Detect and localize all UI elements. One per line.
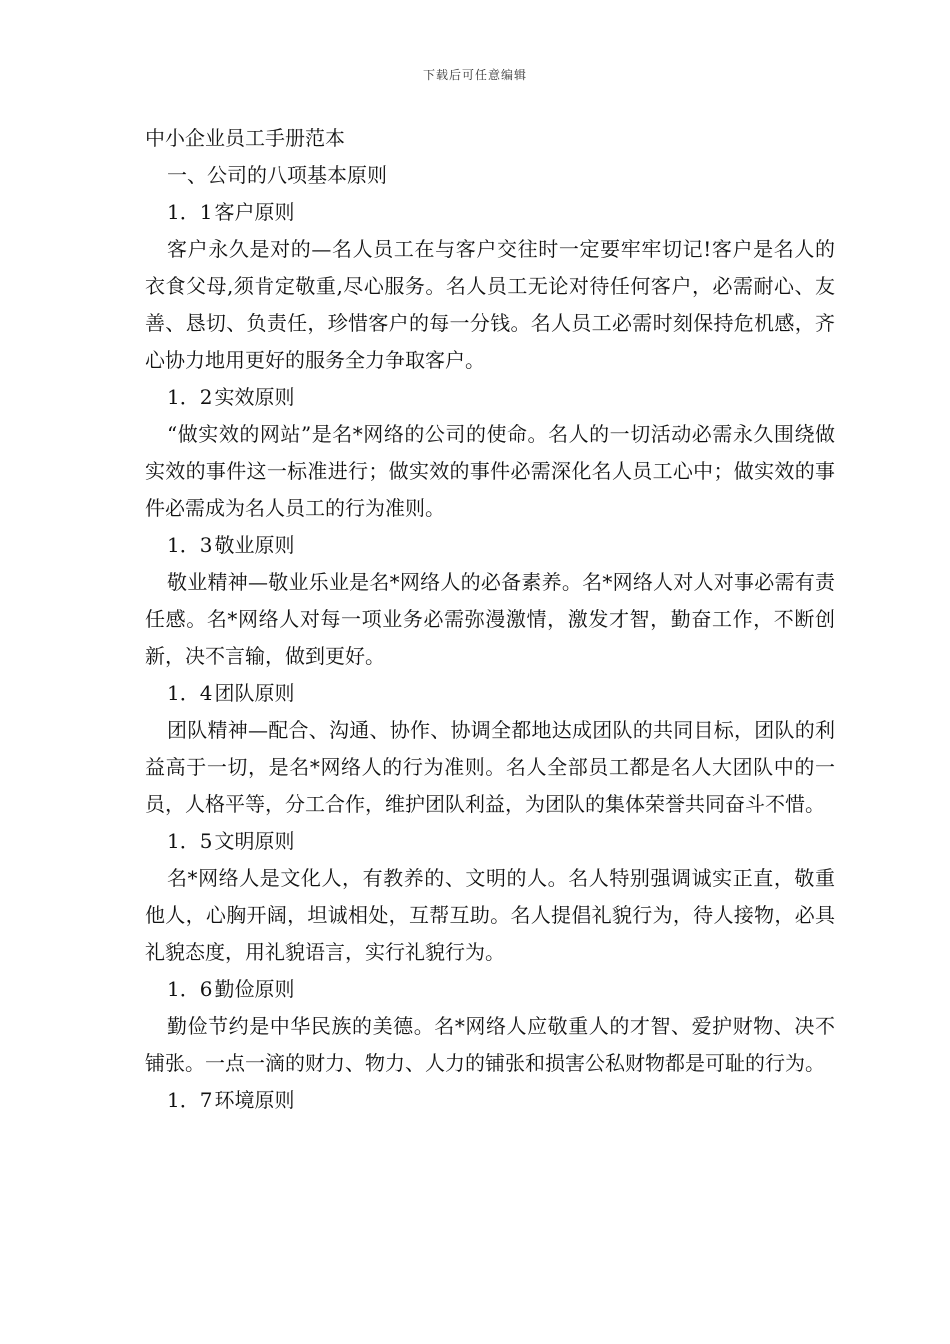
principle-paragraph: 团队精神—配合、沟通、协作、协调全都地达成团队的共同目标，团队的利益高于一切，是名*网络人的行为准则。名人全部员工都是名人大团队中的一员，人格平等，分工合作，维护团队利益，为团队的集体荣誉共同奋斗不惜。 xyxy=(145,718,835,816)
principle-heading xyxy=(145,675,835,712)
principle-number: 1．3 xyxy=(167,533,213,557)
principle-number: 1．2 xyxy=(167,385,213,409)
principle-heading xyxy=(145,379,835,416)
principle-number: 1．6 xyxy=(167,977,213,1001)
principle-paragraph: 勤俭节约是中华民族的美德。名*网络人应敬重人的才智、爱护财物、决不铺张。一点一滴的财力、物力、人力的铺张和损害公私财物都是可耻的行为。 xyxy=(145,1014,835,1075)
principle-title: 客户原则 xyxy=(214,200,295,224)
principle-number: 1．7 xyxy=(167,1088,213,1112)
principle-title: 敬业原则 xyxy=(214,533,295,557)
principle-6 xyxy=(145,971,835,1082)
principle-title: 团队原则 xyxy=(214,681,295,705)
principle-4 xyxy=(145,675,835,823)
principle-heading xyxy=(145,823,835,860)
principle-heading xyxy=(145,1082,835,1119)
principle-number: 1．4 xyxy=(167,681,213,705)
principle-3 xyxy=(145,527,835,675)
principle-1 xyxy=(145,194,835,379)
principle-paragraph: 客户永久是对的—名人员工在与客户交往时一定要牢牢切记!客户是名人的衣食父母,须肯定敬重,尽心服务。名人员工无论对待任何客户，必需耐心、友善、恳切、负责任，珍惜客户的每一分钱。名人员工必需时刻保持危机感，齐心协力地用更好的服务全力争取客户。 xyxy=(145,237,835,372)
principle-title: 文明原则 xyxy=(214,829,295,853)
principle-number: 1．1 xyxy=(167,200,213,224)
document-title: 中小企业员工手册范本 xyxy=(145,126,345,150)
principle-title: 勤俭原则 xyxy=(214,977,295,1001)
principle-paragraph: 名*网络人是文化人，有教养的、文明的人。名人特别强调诚实正直，敬重他人，心胸开阔，坦诚相处，互帮互助。名人提倡礼貌行为，待人接物，必具礼貌态度，用礼貌语言，实行礼貌行为。 xyxy=(145,866,835,964)
section-heading: 一、公司的八项基本原则 xyxy=(167,163,387,187)
principle-heading xyxy=(145,194,835,231)
principle-number: 1．5 xyxy=(167,829,213,853)
principle-title: 实效原则 xyxy=(214,385,295,409)
principle-5 xyxy=(145,823,835,971)
page-header: 下载后可任意编辑 xyxy=(422,68,527,82)
principle-2 xyxy=(145,379,835,527)
principle-paragraph: “做实效的网站”是名*网络的公司的使命。名人的一切活动必需永久围绕做实效的事件这一标准进行；做实效的事件必需深化名人员工心中；做实效的事件必需成为名人员工的行为准则。 xyxy=(145,422,835,520)
principle-7 xyxy=(145,1082,835,1119)
principle-title: 环境原则 xyxy=(214,1088,295,1112)
principle-heading xyxy=(145,971,835,1008)
principle-heading xyxy=(145,527,835,564)
document-body xyxy=(145,120,835,1119)
principle-paragraph: 敬业精神—敬业乐业是名*网络人的必备素养。名*网络人对人对事必需有责任感。名*网络人对每一项业务必需弥漫激情，激发才智，勤奋工作，不断创新，决不言输，做到更好。 xyxy=(145,570,835,668)
